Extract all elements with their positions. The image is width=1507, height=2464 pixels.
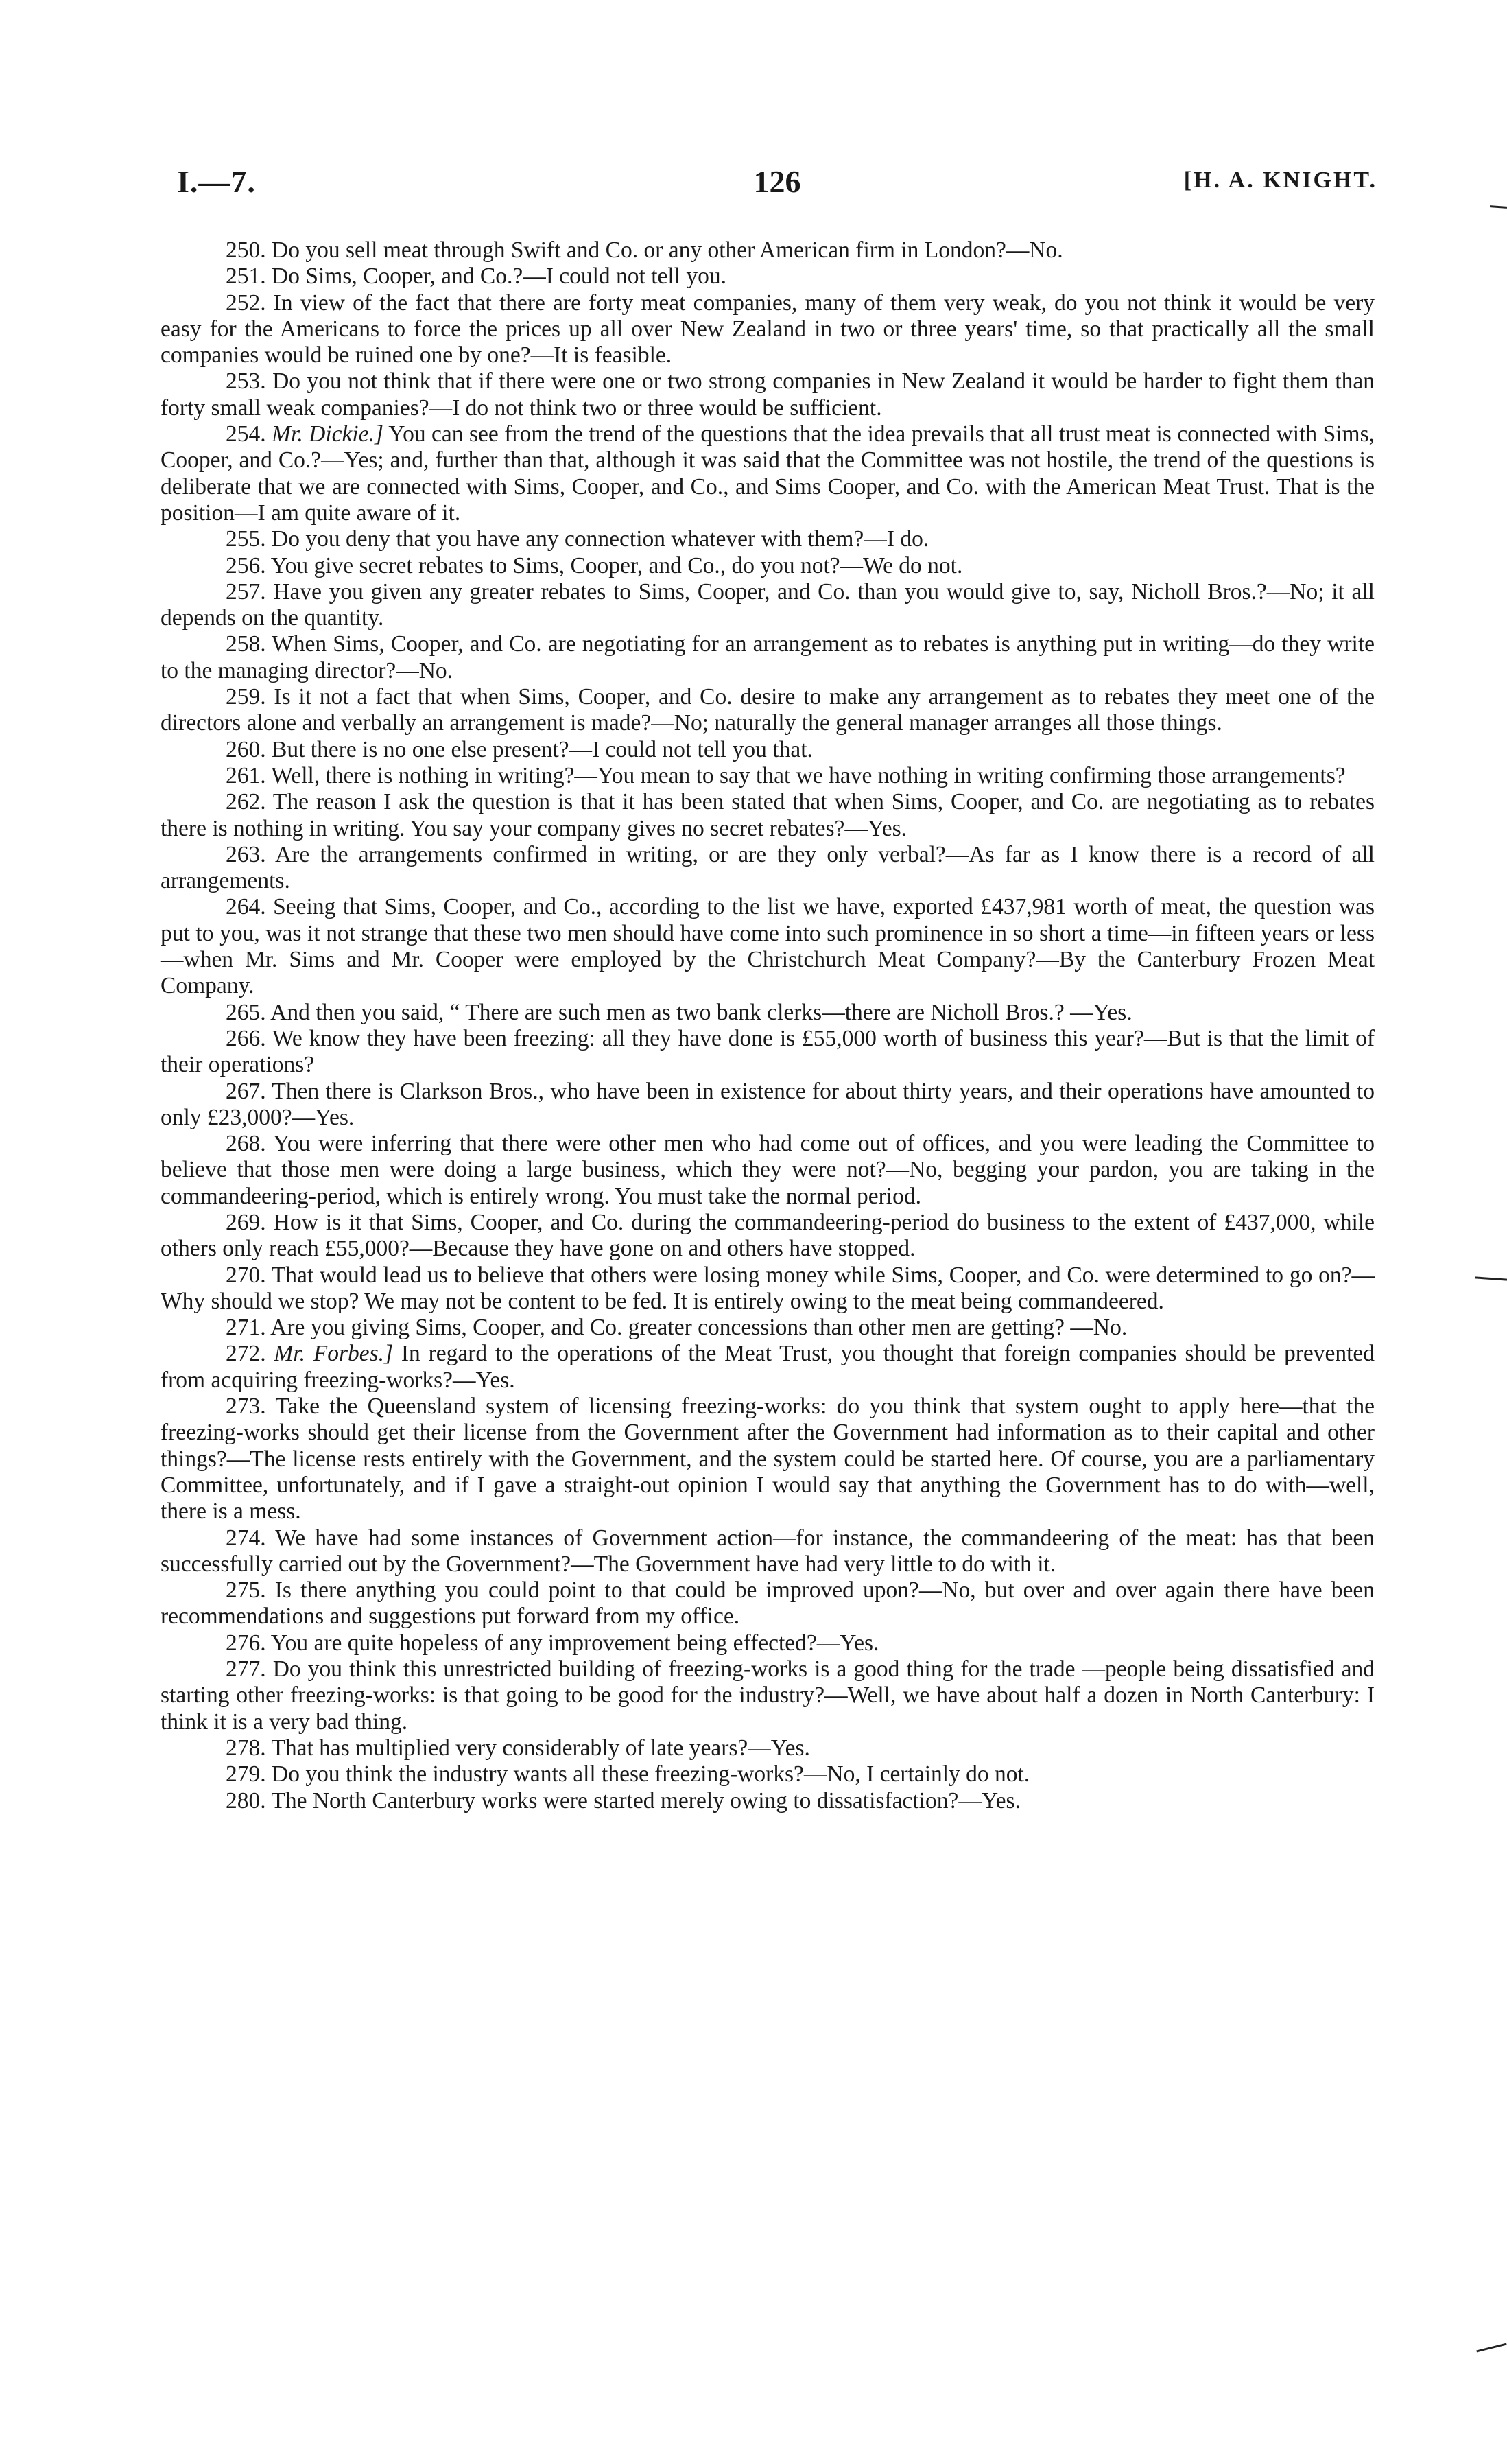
question-number: 252. [226,290,266,316]
question-number: 263. [226,841,266,867]
question-257 [161,579,1375,632]
question-265 [161,1000,1375,1026]
question-270 [161,1263,1375,1315]
question-273 [161,1394,1375,1525]
question-260 [161,737,1375,763]
question-number: 256. [226,552,266,578]
question-text: Have you given any greater rebates to Sims, Cooper, and Co. than you would give to, say, Nicholl Bros.?—No; it all depends on the quantity. [161,578,1375,631]
question-text: You were inferring that there were other men who had come out of offices, and you were leading the Committee to believe that those men were doing a large business, which they were not?—No, begging your pardon, you are taking in the commandeering-period, which is entirely wrong. You must take the normal period. [161,1131,1375,1209]
page-number: 126 [753,164,801,199]
question-268 [161,1131,1375,1210]
question-number: 253. [226,368,266,395]
question-number: 275. [226,1577,266,1604]
question-number: 251. [226,263,266,290]
witness-name: [H. A. KNIGHT. [1183,167,1377,193]
question-text: Are you giving Sims, Cooper, and Co. greater concessions than other men are getting? —No. [270,1315,1128,1341]
question-text: Do you sell meat through Swift and Co. or any other American firm in London?—No. [272,237,1063,263]
question-text: You give secret rebates to Sims, Cooper, and Co., do you not?—We do not. [270,552,963,578]
question-text: In view of the fact that there are forty meat companies, many of them very weak, do you not think it would be very easy for the Americans to force the prices up all over New Zealand in two or three years' time, so that practically all the small companies would be ruined one by one?—It is feasible. [161,290,1375,368]
question-text: In regard to the operations of the Meat Trust, you thought that foreign companies should be prevented from acquiring freezing-works?—Yes. [161,1341,1375,1393]
question-number: 271. [226,1315,266,1341]
question-text: Well, there is nothing in writing?—You mean to say that we have nothing in writing confirming those arrangements? [271,762,1346,788]
question-text: That would lead us to believe that others were losing money while Sims, Cooper, and Co. were determined to go on?—Why should we stop? We may not be content to be fed. It is entirely owing to the meat being commandeered. [161,1262,1375,1314]
question-259 [161,684,1375,737]
question-274 [161,1525,1375,1578]
question-text: Is it not a fact that when Sims, Cooper, and Co. desire to make any arrangement as to rebates they meet one of the directors alone and verbally an arrangement is made?—No; naturally the general manager arranges all those things. [161,684,1375,736]
question-text: We have had some instances of Government action—for instance, the commandeering of the meat: has that been successfully carried out by the Government?—The Government have had very little to do with it. [161,1525,1375,1577]
question-266 [161,1026,1375,1079]
question-text: Is there anything you could point to that could be improved upon?—No, but over and over again there have been recommendations and suggestions put forward from my office. [161,1577,1375,1630]
question-255 [161,526,1375,552]
question-number: 279. [226,1761,266,1787]
question-text: You can see from the trend of the questions that the idea prevails that all trust meat is connected with Sims, Cooper, and Co.?—Yes; and, further than that, although it was said that the Committee was not hostile, the trend of the questions is deliberate that we are connected with Sims, Cooper, and Co., and Sims Cooper, and Co. with the American Meat Trust. That is the position—I am quite aware of it. [161,421,1375,526]
question-text: Do you not think that if there were one or two strong companies in New Zealand it would be harder to fight them than forty small weak companies?—I do not think two or three would be sufficient. [161,368,1375,421]
question-267 [161,1079,1375,1131]
question-number: 277. [226,1656,266,1682]
question-258 [161,631,1375,684]
question-254 [161,421,1375,526]
question-251 [161,263,1375,290]
question-278 [161,1735,1375,1761]
question-280 [161,1788,1375,1814]
question-text: But there is no one else present?—I could not tell you that. [272,736,813,762]
question-number: 261. [226,762,266,788]
question-276 [161,1630,1375,1656]
question-261 [161,763,1375,789]
question-text: Then there is Clarkson Bros., who have been in existence for about thirty years, and their operations have amounted to only £23,000?—Yes. [161,1078,1375,1130]
question-number: 268. [226,1131,266,1157]
speaker-label: Mr. Forbes.] [274,1341,394,1367]
question-text: We know they have been freezing: all they have done is £55,000 worth of business this year?—But is that the limit of their operations? [161,1025,1375,1078]
question-250 [161,237,1375,263]
question-text: And then you said, “ There are such men as two bank clerks—there are Nicholl Bros.? —Yes. [270,999,1132,1025]
question-269 [161,1210,1375,1263]
question-253 [161,368,1375,421]
question-text: How is it that Sims, Cooper, and Co. during the commandeering-period do business to the extent of £437,000, while others only reach £55,000?—Because they have gone on and others have stopped. [161,1209,1375,1262]
question-number: 259. [226,684,266,710]
question-252 [161,290,1375,369]
margin-mark [1490,205,1507,209]
question-text: Do you think this unrestricted building of freezing-works is a good thing for the trade —people being dissatisfied and starting other freezing-works: is that going to be good for the industry?—Well, we have about half a dozen in North Canterbury: I think it is a very bad thing. [161,1656,1375,1735]
question-number: 255. [226,526,266,552]
series-reference: I.—7. [177,164,256,199]
question-text: Do Sims, Cooper, and Co.?—I could not tell you. [272,263,727,290]
question-number: 272. [226,1341,266,1367]
margin-mark [1476,2343,1506,2353]
question-text: When Sims, Cooper, and Co. are negotiating for an arrangement as to rebates is anything put in writing—do they write to the managing director?—No. [161,631,1375,683]
question-number: 266. [226,1025,266,1051]
page-header [177,163,1377,204]
question-text: Are the arrangements confirmed in writing, or are they only verbal?—As far as I know there is a record of all arrangements. [161,841,1375,894]
question-number: 254. [226,421,266,447]
question-number: 278. [226,1735,266,1761]
question-number: 276. [226,1630,266,1656]
question-number: 265. [226,999,266,1025]
question-text: Do you deny that you have any connection whatever with them?—I do. [272,526,929,552]
question-number: 258. [226,631,266,657]
margin-mark [1475,1276,1507,1280]
evidence-body [161,237,1375,1814]
question-275 [161,1577,1375,1630]
question-number: 264. [226,894,266,920]
question-number: 267. [226,1078,266,1104]
question-279 [161,1761,1375,1787]
question-text: Do you think the industry wants all these freezing-works?—No, I certainly do not. [272,1761,1030,1787]
question-number: 273. [226,1394,266,1420]
question-263 [161,842,1375,895]
speaker-label: Mr. Dickie.] [272,421,384,447]
question-271 [161,1315,1375,1341]
question-number: 274. [226,1525,266,1551]
question-262 [161,789,1375,842]
question-text: That has multiplied very considerably of late years?—Yes. [271,1735,810,1761]
question-number: 280. [226,1787,266,1814]
question-number: 257. [226,578,266,605]
question-text: Take the Queensland system of licensing freezing-works: do you think that system ought to apply here—that the freezing-works should get their license from the Government after the Government had information as to their capital and other things?—The license rests entirely with the Government, and the system could be started here. Of course, you are a parliamentary Committee, unfortunately, and if I gave a straight-out opinion I would say that anything the Government has to do with—well, there is a mess. [161,1394,1375,1525]
question-number: 262. [226,789,266,815]
question-272 [161,1341,1375,1394]
question-number: 269. [226,1209,266,1235]
question-text: The North Canterbury works were started merely owing to dissatisfaction?—Yes. [271,1787,1021,1814]
question-text: The reason I ask the question is that it has been stated that when Sims, Cooper, and Co. are negotiating as to rebates there is nothing in writing. You say your company gives no secret rebates?—Yes. [161,789,1375,841]
question-264 [161,894,1375,999]
question-277 [161,1656,1375,1735]
question-text: You are quite hopeless of any improvement being effected?—Yes. [270,1630,879,1656]
question-256 [161,553,1375,579]
question-number: 250. [226,237,266,263]
question-text: Seeing that Sims, Cooper, and Co., according to the list we have, exported £437,981 worth of meat, the question was put to you, was it not strange that these two men should have come into such prominence in so short a time—in fifteen years or less—when Mr. Sims and Mr. Cooper were employed by the Christchurch Meat Company?—By the Canterbury Frozen Meat Company. [161,894,1375,999]
question-number: 270. [226,1262,266,1288]
question-number: 260. [226,736,266,762]
